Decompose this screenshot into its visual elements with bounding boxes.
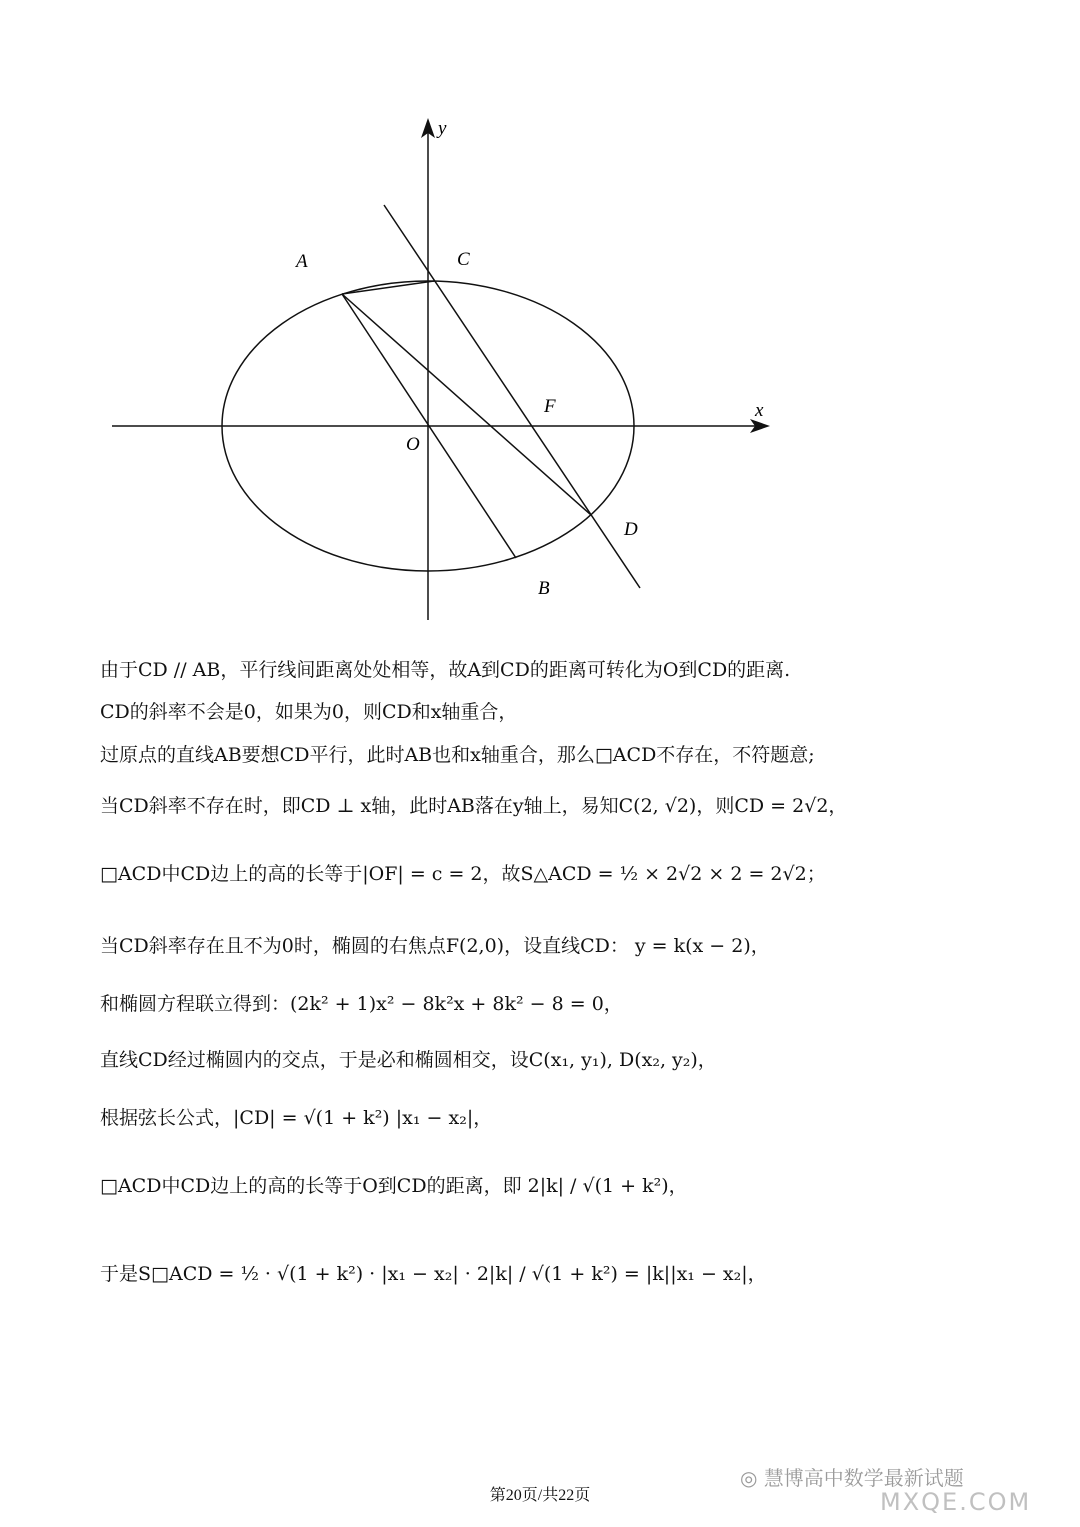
text-line-9: 根据弦长公式，|CD| = √(1 + k²) |x₁ − x₂|，	[100, 1107, 493, 1129]
text-line-3: 过原点的直线AB要想CD平行，此时AB也和x轴重合，那么□ACD不存在，不符题意;	[100, 744, 815, 766]
text-line-5: □ACD中CD边上的高的长等于|OF| = c = 2，故S△ACD = ½ × 2√2 × 2 = 2√2；	[100, 863, 826, 885]
watermark-site: MXQE.COM	[880, 1488, 1032, 1516]
ellipse-figure	[100, 110, 780, 630]
segment-ac	[342, 281, 434, 294]
label-a: A	[296, 251, 308, 272]
text-line-11: 于是S□ACD = ½ · √(1 + k²) · |x₁ − x₂| · 2|k| / √(1 + k²) = |k||x₁ − x₂|，	[100, 1263, 767, 1285]
label-f: F	[544, 396, 556, 417]
text-line-8: 直线CD经过椭圆内的交点，于是必和椭圆相交，设C(x₁, y₁), D(x₂, y₂)，	[100, 1049, 717, 1071]
wechat-icon: ◎	[740, 1466, 764, 1490]
text-line-2: CD的斜率不会是0，如果为0，则CD和x轴重合，	[100, 701, 518, 723]
text-line-10: □ACD中CD边上的高的长等于O到CD的距离，即 2|k| / √(1 + k²)，	[100, 1175, 688, 1197]
page-footer: 第20页/共22页	[489, 1487, 591, 1504]
line-cd	[384, 205, 640, 588]
text-line-7: 和椭圆方程联立得到：(2k² + 1)x² − 8k²x + 8k² − 8 = 0，	[100, 993, 623, 1015]
label-c: C	[457, 249, 470, 270]
watermark: ◎ 慧博高中数学最新试题	[740, 1466, 964, 1490]
text-line-1: 由于CD // AB，平行线间距离处处相等，故A到CD的距离可转化为O到CD的距离.	[100, 659, 791, 681]
label-d: D	[624, 519, 638, 540]
label-y: y	[438, 118, 447, 139]
label-x: x	[755, 400, 764, 421]
label-o: O	[406, 434, 420, 455]
label-b: B	[538, 578, 550, 599]
text-line-6: 当CD斜率存在且不为0时，椭圆的右焦点F(2,0)，设直线CD： y = k(x − 2)，	[100, 935, 770, 957]
text-line-4: 当CD斜率不存在时，即CD ⊥ x轴，此时AB落在y轴上，易知C(2, √2)，则CD = 2√2，	[100, 795, 848, 817]
